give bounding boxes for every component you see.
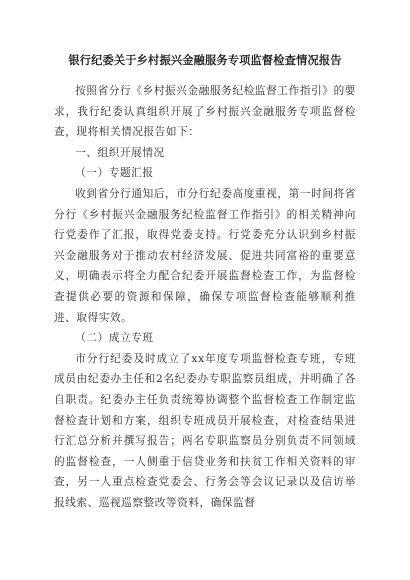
section-heading-1: 一、组织开展情况: [75, 146, 165, 159]
subsection-heading-2: （二）成立专班: [75, 332, 154, 345]
subsection-1-paragraph: 收到省分行通知后，市分行纪委高度重视，第一时间将省分行《乡村振兴金融服务纪检监督工作指引》的相关精神向行党委作了汇报，取得党委支持。行党委充分认识到乡村振兴金融服务对于推动农村经济发展、促进共同富裕的重要意义，明确表示将全力配合纪委开展监督检查工作，为监督检查提供必要的资源和保障，确保专项监督检查能够顺利推进、取得实效。: [54, 187, 356, 324]
document-title: 银行纪委关于乡村振兴金融服务专项监督检查情况报告: [68, 54, 342, 67]
subsection-heading-1: （一）专题汇报: [75, 167, 154, 180]
subsection-2-paragraph: 市分行纪委及时成立了xx年度专项监督检查专班，专班成员由纪委办主任和2名纪委办专职监察员组成，并明确了各自职责。纪委办主任负责统筹协调整个监督检查工作制定监督检查计划和方案，组织专班成员开展检查，对检查结果进行汇总分析并撰写报告；两名专职监察员分别负责不同领域的监督检查，一人侧重于信贷业务和扶贫工作相关资料的审查，另一人重点检查党委会、行务会等会议记录以及信访举报线索、巡视巡察整改等资料，确保监督: [54, 352, 356, 509]
intro-paragraph: 按照省分行《乡村振兴金融服务纪检监督工作指引》的要求，我行纪委认真组织开展了乡村振兴金融服务专项监督检查，现将相关情况报告如下：: [54, 85, 356, 139]
